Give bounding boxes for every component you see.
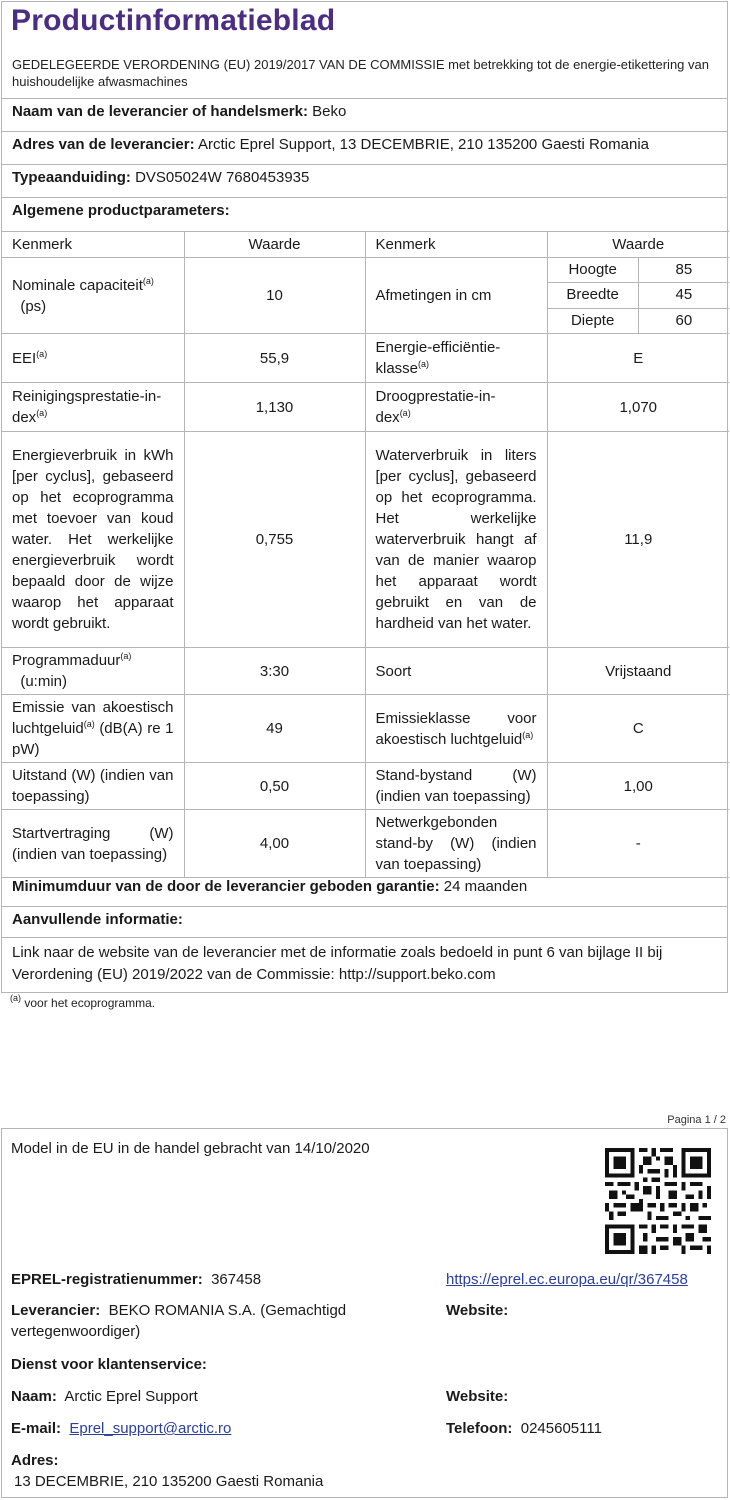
divider bbox=[2, 131, 727, 132]
divider bbox=[2, 164, 727, 165]
table-row bbox=[2, 334, 729, 383]
drying-label-1: Droogprestatie-in- bbox=[375, 388, 496, 405]
height-label: Hoogte bbox=[548, 258, 639, 283]
warranty-row bbox=[12, 878, 527, 895]
cleaning-index-label bbox=[2, 383, 184, 432]
water-consumption-value: 11,9 bbox=[547, 432, 729, 648]
dimensions-cell bbox=[547, 258, 729, 334]
delay-start-value: 4,00 bbox=[184, 810, 365, 878]
water-consumption-label: Waterverbruik in liters [per cyclus], gebaseerd op het ecoprogramma. Het werkelijke waterverbruik hangt af van de manier waarop het apparaat wordt gebruikt en van de hardheid van het water. bbox=[365, 432, 547, 648]
customer-service-label bbox=[11, 1354, 207, 1375]
dimensions-table bbox=[548, 258, 730, 333]
delay-start-label: Startvertraging (W) (indien van toepassing) bbox=[2, 810, 184, 878]
noise-class-label bbox=[365, 695, 547, 763]
model-registration-box bbox=[1, 1128, 728, 1498]
type-value: Vrijstaand bbox=[547, 648, 729, 695]
supplier-label: Naam van de leverancier of handelsmerk: bbox=[12, 103, 308, 120]
eei-label-text: EEI bbox=[12, 349, 37, 367]
footnote-mark: (a) bbox=[10, 993, 21, 1003]
additional-info-label: Aanvullende informatie: bbox=[12, 911, 183, 928]
cleaning-label-2: dex bbox=[12, 409, 37, 426]
eprel-label: EPREL-registratienummer: bbox=[11, 1271, 203, 1288]
network-standby-label: Netwerkgebonden stand-by (W) (indien van toepassing) bbox=[365, 810, 547, 878]
website-label-text: Website: bbox=[446, 1388, 509, 1405]
divider bbox=[2, 906, 727, 907]
table-row bbox=[2, 383, 729, 432]
capacity-label-text: Nominale capaciteit bbox=[12, 276, 143, 294]
dimensions-label: Afmetingen in cm bbox=[365, 258, 547, 334]
table-row bbox=[2, 695, 729, 763]
depth-label: Diepte bbox=[548, 308, 639, 333]
duration-label-text: Programmaduur bbox=[12, 652, 121, 669]
qr-code-icon[interactable] bbox=[605, 1148, 711, 1254]
email-row bbox=[11, 1418, 231, 1439]
footnote-mark: (a) bbox=[36, 408, 48, 418]
placed-on-market: Model in de EU in de handel gebracht van 14/10/2020 bbox=[11, 1140, 370, 1157]
supplier-row bbox=[11, 1300, 436, 1342]
type-label: Soort bbox=[365, 648, 547, 695]
eei-label bbox=[2, 334, 184, 383]
general-parameters-heading bbox=[12, 202, 230, 219]
supplier-label: Leverancier: bbox=[11, 1302, 101, 1319]
footnote-mark: (a) bbox=[418, 359, 430, 369]
supplier-link-info bbox=[12, 942, 724, 986]
noise-value: 49 bbox=[184, 695, 365, 763]
energy-class-value: E bbox=[547, 334, 729, 383]
supplier-link-url[interactable]: http://support.beko.com bbox=[338, 966, 496, 983]
energy-consumption-value: 0,755 bbox=[184, 432, 365, 648]
table-row bbox=[2, 432, 729, 648]
header-value: Waarde bbox=[547, 232, 729, 258]
warranty-value: 24 maanden bbox=[443, 878, 528, 895]
general-parameters-label: Algemene productparameters: bbox=[12, 202, 230, 219]
duration-value: 3:30 bbox=[184, 648, 365, 695]
type-value: DVS05024W 7680453935 bbox=[135, 169, 310, 186]
off-mode-label: Uitstand (W) (indien van toepassing) bbox=[2, 763, 184, 810]
name-row bbox=[11, 1386, 198, 1407]
phone-label: Telefoon: bbox=[446, 1420, 513, 1437]
supplier-value: BEKO ROMANIA S.A. (Gemachtigd vertegenwoordiger) bbox=[11, 1302, 347, 1340]
phone-value: 0245605111 bbox=[520, 1420, 602, 1437]
email-link[interactable]: Eprel_support@arctic.ro bbox=[69, 1420, 232, 1437]
footnote-mark: (a) bbox=[120, 651, 132, 661]
address-label: Adres van de leverancier: bbox=[12, 136, 195, 153]
duration-label bbox=[2, 648, 184, 695]
energy-class-label-2: klasse bbox=[375, 360, 419, 377]
name-value: Arctic Eprel Support bbox=[64, 1388, 198, 1405]
parameters-table bbox=[2, 231, 729, 878]
website-label bbox=[446, 1386, 508, 1407]
footnote-mark: (a) bbox=[83, 719, 95, 729]
warranty-label: Minimumduur van de door de leverancier geboden garantie: bbox=[12, 878, 440, 895]
divider bbox=[2, 937, 727, 938]
noise-label bbox=[2, 695, 184, 763]
address-value: 13 DECEMBRIE, 210 135200 Gaesti Romania bbox=[14, 1473, 324, 1490]
table-row bbox=[2, 648, 729, 695]
website-label bbox=[446, 1300, 508, 1321]
energy-class-label bbox=[365, 334, 547, 383]
network-standby-value: - bbox=[547, 810, 729, 878]
noise-class-label-1: Emissieklasse voor akoestisch luchtgeluid bbox=[375, 709, 537, 748]
standby-label: Stand-bystand (W) (indien van toepassing) bbox=[365, 763, 547, 810]
noise-label-1: Emissie van akoestisch luchtgeluid bbox=[12, 699, 174, 737]
table-header-row bbox=[2, 232, 729, 258]
supplier-link-text: Link naar de website van de leverancier met de informatie zoals bedoeld in punt 6 van bijlage II bij Verordening (EU) 2019/2022 van de Commissie: bbox=[12, 944, 663, 983]
eprel-value: 367458 bbox=[211, 1271, 262, 1288]
drying-index-label bbox=[365, 383, 547, 432]
website-label-text: Website: bbox=[446, 1302, 509, 1319]
header-feature: Kenmerk bbox=[2, 232, 184, 258]
address-label-text: Adres: bbox=[11, 1452, 59, 1469]
name-label: Naam: bbox=[11, 1388, 57, 1405]
off-mode-value: 0,50 bbox=[184, 763, 365, 810]
capacity-unit: (ps) bbox=[20, 297, 47, 315]
phone-row bbox=[446, 1418, 602, 1439]
address-value: Arctic Eprel Support, 13 DECEMBRIE, 210 135200 Gaesti Romania bbox=[197, 136, 649, 153]
supplier-row bbox=[12, 103, 346, 120]
address-row bbox=[12, 136, 649, 153]
header-feature: Kenmerk bbox=[365, 232, 547, 258]
noise-label-2: (dB(A) re 1 pW) bbox=[12, 720, 174, 758]
footnote-mark: (a) bbox=[399, 408, 411, 418]
depth-value: 60 bbox=[638, 308, 729, 333]
divider bbox=[2, 98, 727, 99]
width-value: 45 bbox=[638, 283, 729, 308]
table-row bbox=[2, 763, 729, 810]
divider bbox=[2, 197, 727, 198]
footnote-text: voor het ecoprogramma. bbox=[24, 996, 156, 1010]
eprel-link[interactable]: https://eprel.ec.europa.eu/qr/367458 bbox=[446, 1271, 688, 1288]
table-row bbox=[2, 810, 729, 878]
email-label: E-mail: bbox=[11, 1420, 62, 1437]
table-row bbox=[2, 258, 729, 334]
duration-unit: (u:min) bbox=[20, 673, 68, 690]
footnote-mark: (a) bbox=[36, 348, 48, 359]
additional-info-heading bbox=[12, 911, 183, 928]
supplier-value: Beko bbox=[312, 103, 347, 120]
product-information-sheet bbox=[1, 1, 728, 993]
drying-index-value: 1,070 bbox=[547, 383, 729, 432]
standby-value: 1,00 bbox=[547, 763, 729, 810]
cleaning-label-1: Reinigingsprestatie-in- bbox=[12, 388, 162, 405]
customer-service-label-text: Dienst voor klantenservice: bbox=[11, 1356, 207, 1373]
eprel-row bbox=[11, 1269, 261, 1290]
header-value: Waarde bbox=[184, 232, 365, 258]
footnote bbox=[10, 993, 156, 1010]
footnote-mark: (a) bbox=[522, 729, 534, 740]
cleaning-index-value: 1,130 bbox=[184, 383, 365, 432]
page-title: Productinformatieblad bbox=[11, 4, 336, 37]
footnote-mark: (a) bbox=[142, 275, 154, 286]
capacity-value: 10 bbox=[184, 258, 365, 334]
energy-class-label-1: Energie-efficiëntie- bbox=[375, 339, 501, 356]
drying-label-2: dex bbox=[375, 409, 400, 426]
type-row bbox=[12, 169, 309, 186]
regulation-subtitle: GEDELEGEERDE VERORDENING (EU) 2019/2017 VAN DE COMMISSIE met betrekking tot de energie-etikettering van huishoudelijke afwasmachines bbox=[12, 57, 709, 89]
page-number: Pagina 1 / 2 bbox=[667, 1114, 726, 1126]
width-label: Breedte bbox=[548, 283, 639, 308]
capacity-label bbox=[2, 258, 184, 334]
noise-class-value: C bbox=[547, 695, 729, 763]
height-value: 85 bbox=[638, 258, 729, 283]
address-label bbox=[11, 1450, 59, 1471]
eei-value: 55,9 bbox=[184, 334, 365, 383]
type-label: Typeaanduiding: bbox=[12, 169, 131, 186]
energy-consumption-label: Energieverbruik in kWh [per cyclus], gebaseerd op het ecoprogramma met toevoer van koud water. Het werkelijke energieverbruik wordt bepaald door de wijze waarop het apparaat wordt gebruikt. bbox=[2, 432, 184, 648]
